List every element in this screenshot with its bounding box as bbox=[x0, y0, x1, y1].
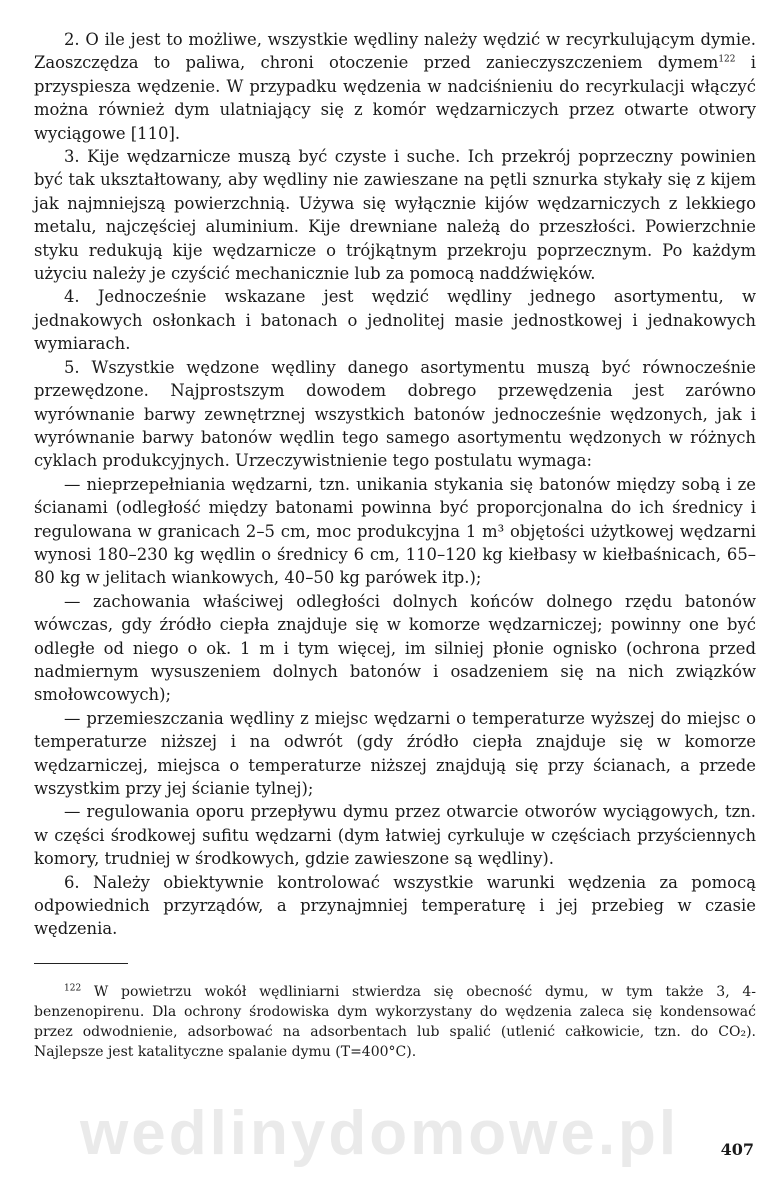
paragraph-2: 2. O ile jest to możliwe, wszystkie wędliny należy wędzić w recyrkulującym dymie. Zaoszczędza to paliwa, chroni otoczenie przed zanieczyszczeniem dymem$^{122}$ i przyspiesza wędzenie. W przypadku wędzenia w nadciśnieniu do recyrkulacji włączyć można również dym ulatniający się z komór wędzarniczych przez otwarte otwory wyciągowe [110]. bbox=[34, 30, 756, 143]
paragraph-6: 6. Należy obiektywnie kontrolować wszystkie warunki wędzenia za pomocą odpowiednich przyrządów, a przynajmniej temperaturę i jej przebieg w czasie wędzenia. bbox=[34, 872, 756, 939]
paragraph-3: 3. Kije wędzarnicze muszą być czyste i suche. Ich przekrój poprzeczny powinien być tak ukształtowany, aby wędliny nie zawieszane na pętli sznurka stykały się z kijem jak najmniejszą powierzchnią. Używa się wyłącznie kijów wędzarniczych z lekkiego metalu, najczęściej aluminium. Kije drewniane należą do przeszłości. Powierzchnie styku redukują kije wędzarnicze o trójkątnym przekroju poprzecznym. Po każdym użyciu należy je czyścić mechanicznie lub za pomocą naddźwięków. bbox=[34, 147, 756, 284]
list-item: — zachowania właściwej odległości dolnych końców dolnego rzędu batonów wówczas, gdy źródło ciepła znajduje się w komorze wędzarniczej; powinny one być odległe od niego o ok. 1 m i tym więcej, im silniej płonie ognisko (ochrona przed nadmiernym wysuszeniem dolnych batonów i osadzeniem się na nich związków smołowcowych); bbox=[34, 591, 756, 705]
footnote-text: W powietrzu wokół wędliniarni stwierdza się obecność dymu, w tym także 3, 4-benzenopirenu. Dla ochrony środowiska dym wykorzystany do wędzenia zaleca się kondensować przez odwodnienie, adsorbować na adsorbentach lub spalić (utlenić całkowicie, tzn. do CO₂). Najlepsze jest katalityczne spalanie dymu (T=400°C). bbox=[34, 983, 756, 1060]
footnote-divider bbox=[34, 963, 128, 964]
page-number: 407 bbox=[720, 1140, 754, 1159]
footnote bbox=[34, 982, 756, 1062]
list-item: — regulowania oporu przepływu dymu przez otwarcie otworów wyciągowych, tzn. w części środkowej sufitu wędzarni (dym łatwiej cyrkuluje w częściach przyściennych komory, trudniej w środkowych, gdzie zawieszone są wędliny). bbox=[34, 802, 756, 869]
footnote-marker: 122 bbox=[64, 983, 82, 994]
list-item: — nieprzepełniania wędzarni, tzn. unikania stykania się batonów między sobą i ze ścianami (odległość między batonami powinna być proporcjonalna do ich średnicy i regulowana w granicach 2–5 cm, moc produkcyjna 1 m³ objętości użytkowej wędzarni wynosi 180–230 kg wędlin o średnicy 6 cm, 110–120 kg kiełbasy w kiełbaśnicach, 65–80 kg w jelitach wiankowych, 40–50 kg parówek itp.); bbox=[34, 474, 756, 588]
paragraph-5: 5. Wszystkie wędzone wędliny danego asortymentu muszą być równocześnie przewędzone. Najprostszym dowodem dobrego przewędzenia jest zarówno wyrównanie barwy zewnętrznej wszystkich batonów jednocześnie wędzonych, jak i wyrównanie barwy batonów wędlin tego samego asortymentu wędzonych w różnych cyklach produkcyjnych. Urzeczywistnienie tego postulatu wymaga: bbox=[34, 357, 756, 471]
page-body bbox=[34, 28, 756, 1062]
list-item: — przemieszczania wędliny z miejsc wędzarni o temperaturze wyższej do miejsc o temperaturze niższej i na odwrót (gdy źródło ciepła znajduje się w komorze wędzarniczej, miejsca o temperaturze niższej znajdują się przy ścianach, a przede wszystkim przy jej ścianie tylnej); bbox=[34, 708, 756, 798]
paragraph-4: 4. Jednocześnie wskazane jest wędzić wędliny jednego asortymentu, w jednakowych osłonkach i batonach o jednolitej masie jednostkowej i jednakowych wymiarach. bbox=[34, 287, 756, 354]
footnote-ref: 122 bbox=[718, 54, 736, 65]
watermark: wedlinydomowe.pl bbox=[80, 1099, 680, 1168]
